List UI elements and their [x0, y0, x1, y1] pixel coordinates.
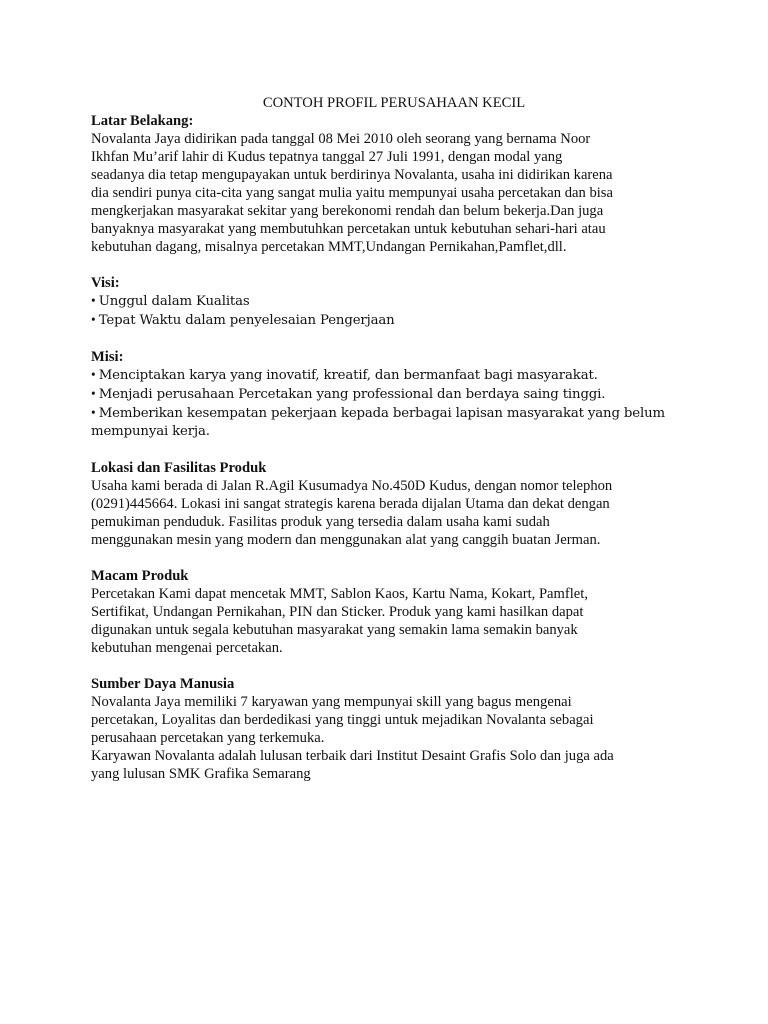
bullet-icon: • [91, 367, 99, 382]
document-title: CONTOH PROFIL PERUSAHAAN KECIL [262, 95, 526, 111]
bullet-icon: • [91, 312, 99, 327]
section-produk [91, 567, 691, 657]
text-line: kebutuhan mengenai percetakan. [91, 640, 283, 656]
text-line: Percetakan Kami dapat mencetak MMT, Sablon Kaos, Kartu Nama, Kokart, Pamflet, [91, 586, 588, 602]
spacer [91, 256, 691, 274]
misi-list [91, 366, 691, 441]
text-line: Usaha kami berada di Jalan R.Agil Kusumadya No.450D Kudus, dengan nomor telephon [91, 478, 613, 494]
document-page [91, 94, 691, 783]
visi-list [91, 292, 691, 330]
text-line: seadanya dia tetap mengupayakan untuk berdirinya Novalanta, usaha ini didirikan karena [91, 167, 613, 183]
list-item: • Unggul dalam Kualitas [91, 293, 250, 309]
bullet-icon: • [91, 293, 99, 308]
section-sdm [91, 675, 691, 783]
text-line: yang lulusan SMK Grafika Semarang [91, 766, 311, 782]
text-line: kebutuhan dagang, misalnya percetakan MMT,Undangan Pernikahan,Pamflet,dll. [91, 239, 567, 255]
text-line: percetakan, Loyalitas dan berdedikasi yang tinggi untuk mejadikan Novalanta sebagai [91, 712, 594, 728]
list-item-continuation: mempunyai kerja. [91, 424, 210, 439]
heading-sdm: Sumber Daya Manusia [91, 676, 235, 692]
section-misi [91, 348, 691, 441]
heading-lokasi: Lokasi dan Fasilitas Produk [91, 460, 267, 476]
text-line: Sertifikat, Undangan Pernikahan, PIN dan Sticker. Produk yang kami hasilkan dapat [91, 604, 584, 620]
spacer [91, 549, 691, 567]
paragraph-produk [91, 585, 691, 657]
text-line: Karyawan Novalanta adalah lulusan terbaik dari Institut Desaint Grafis Solo dan juga ada [91, 748, 614, 764]
text-line: Novalanta Jaya didirikan pada tanggal 08 Mei 2010 oleh seorang yang bernama Noor [91, 131, 591, 147]
list-item: • Menciptakan karya yang inovatif, kreatif, dan bermanfaat bagi masyarakat. [91, 367, 598, 383]
heading-latar-belakang: Latar Belakang: [91, 113, 194, 129]
text-line: menggunakan mesin yang modern dan menggunakan alat yang canggih buatan Jerman. [91, 532, 601, 548]
spacer [91, 441, 691, 459]
list-item: • Tepat Waktu dalam penyelesaian Pengerjaan [91, 312, 395, 328]
text-line: dia sendiri punya cita-cita yang sangat mulia yaitu mempunyai usaha percetakan dan bisa [91, 185, 613, 201]
list-item: • Menjadi perusahaan Percetakan yang professional dan berdaya saing tinggi. [91, 386, 606, 402]
heading-misi: Misi: [91, 349, 124, 365]
text-line: Novalanta Jaya memiliki 7 karyawan yang mempunyai skill yang bagus mengenai [91, 694, 572, 710]
section-visi [91, 274, 691, 330]
text-line: banyaknya masyarakat yang membutuhkan percetakan untuk kebutuhan sehari-hari atau [91, 221, 606, 237]
paragraph-latar-belakang [91, 130, 691, 256]
paragraph-lokasi [91, 477, 691, 549]
heading-visi: Visi: [91, 275, 120, 291]
bullet-icon: • [91, 386, 99, 401]
text-line: (0291)445664. Lokasi ini sangat strategis karena berada dijalan Utama dan dekat dengan [91, 496, 610, 512]
text-line: mengkerjakan masyarakat sekitar yang berekonomi rendah dan belum bekerja.Dan juga [91, 203, 604, 219]
text-line: perusahaan percetakan yang terkemuka. [91, 730, 325, 746]
text-line: Ikhfan Mu’arif lahir di Kudus tepatnya tanggal 27 Juli 1991, dengan modal yang [91, 149, 563, 165]
spacer [91, 330, 691, 348]
section-latar-belakang [91, 112, 691, 256]
text-line: pemukiman penduduk. Fasilitas produk yang tersedia dalam usaha kami sudah [91, 514, 550, 530]
section-lokasi [91, 459, 691, 549]
spacer [91, 657, 691, 675]
bullet-icon: • [91, 405, 99, 420]
list-item: • Memberikan kesempatan pekerjaan kepada berbagai lapisan masyarakat yang belum [91, 405, 665, 421]
heading-produk: Macam Produk [91, 568, 189, 584]
text-line: digunakan untuk segala kebutuhan masyarakat yang semakin lama semakin banyak [91, 622, 578, 638]
paragraph-sdm [91, 693, 691, 783]
